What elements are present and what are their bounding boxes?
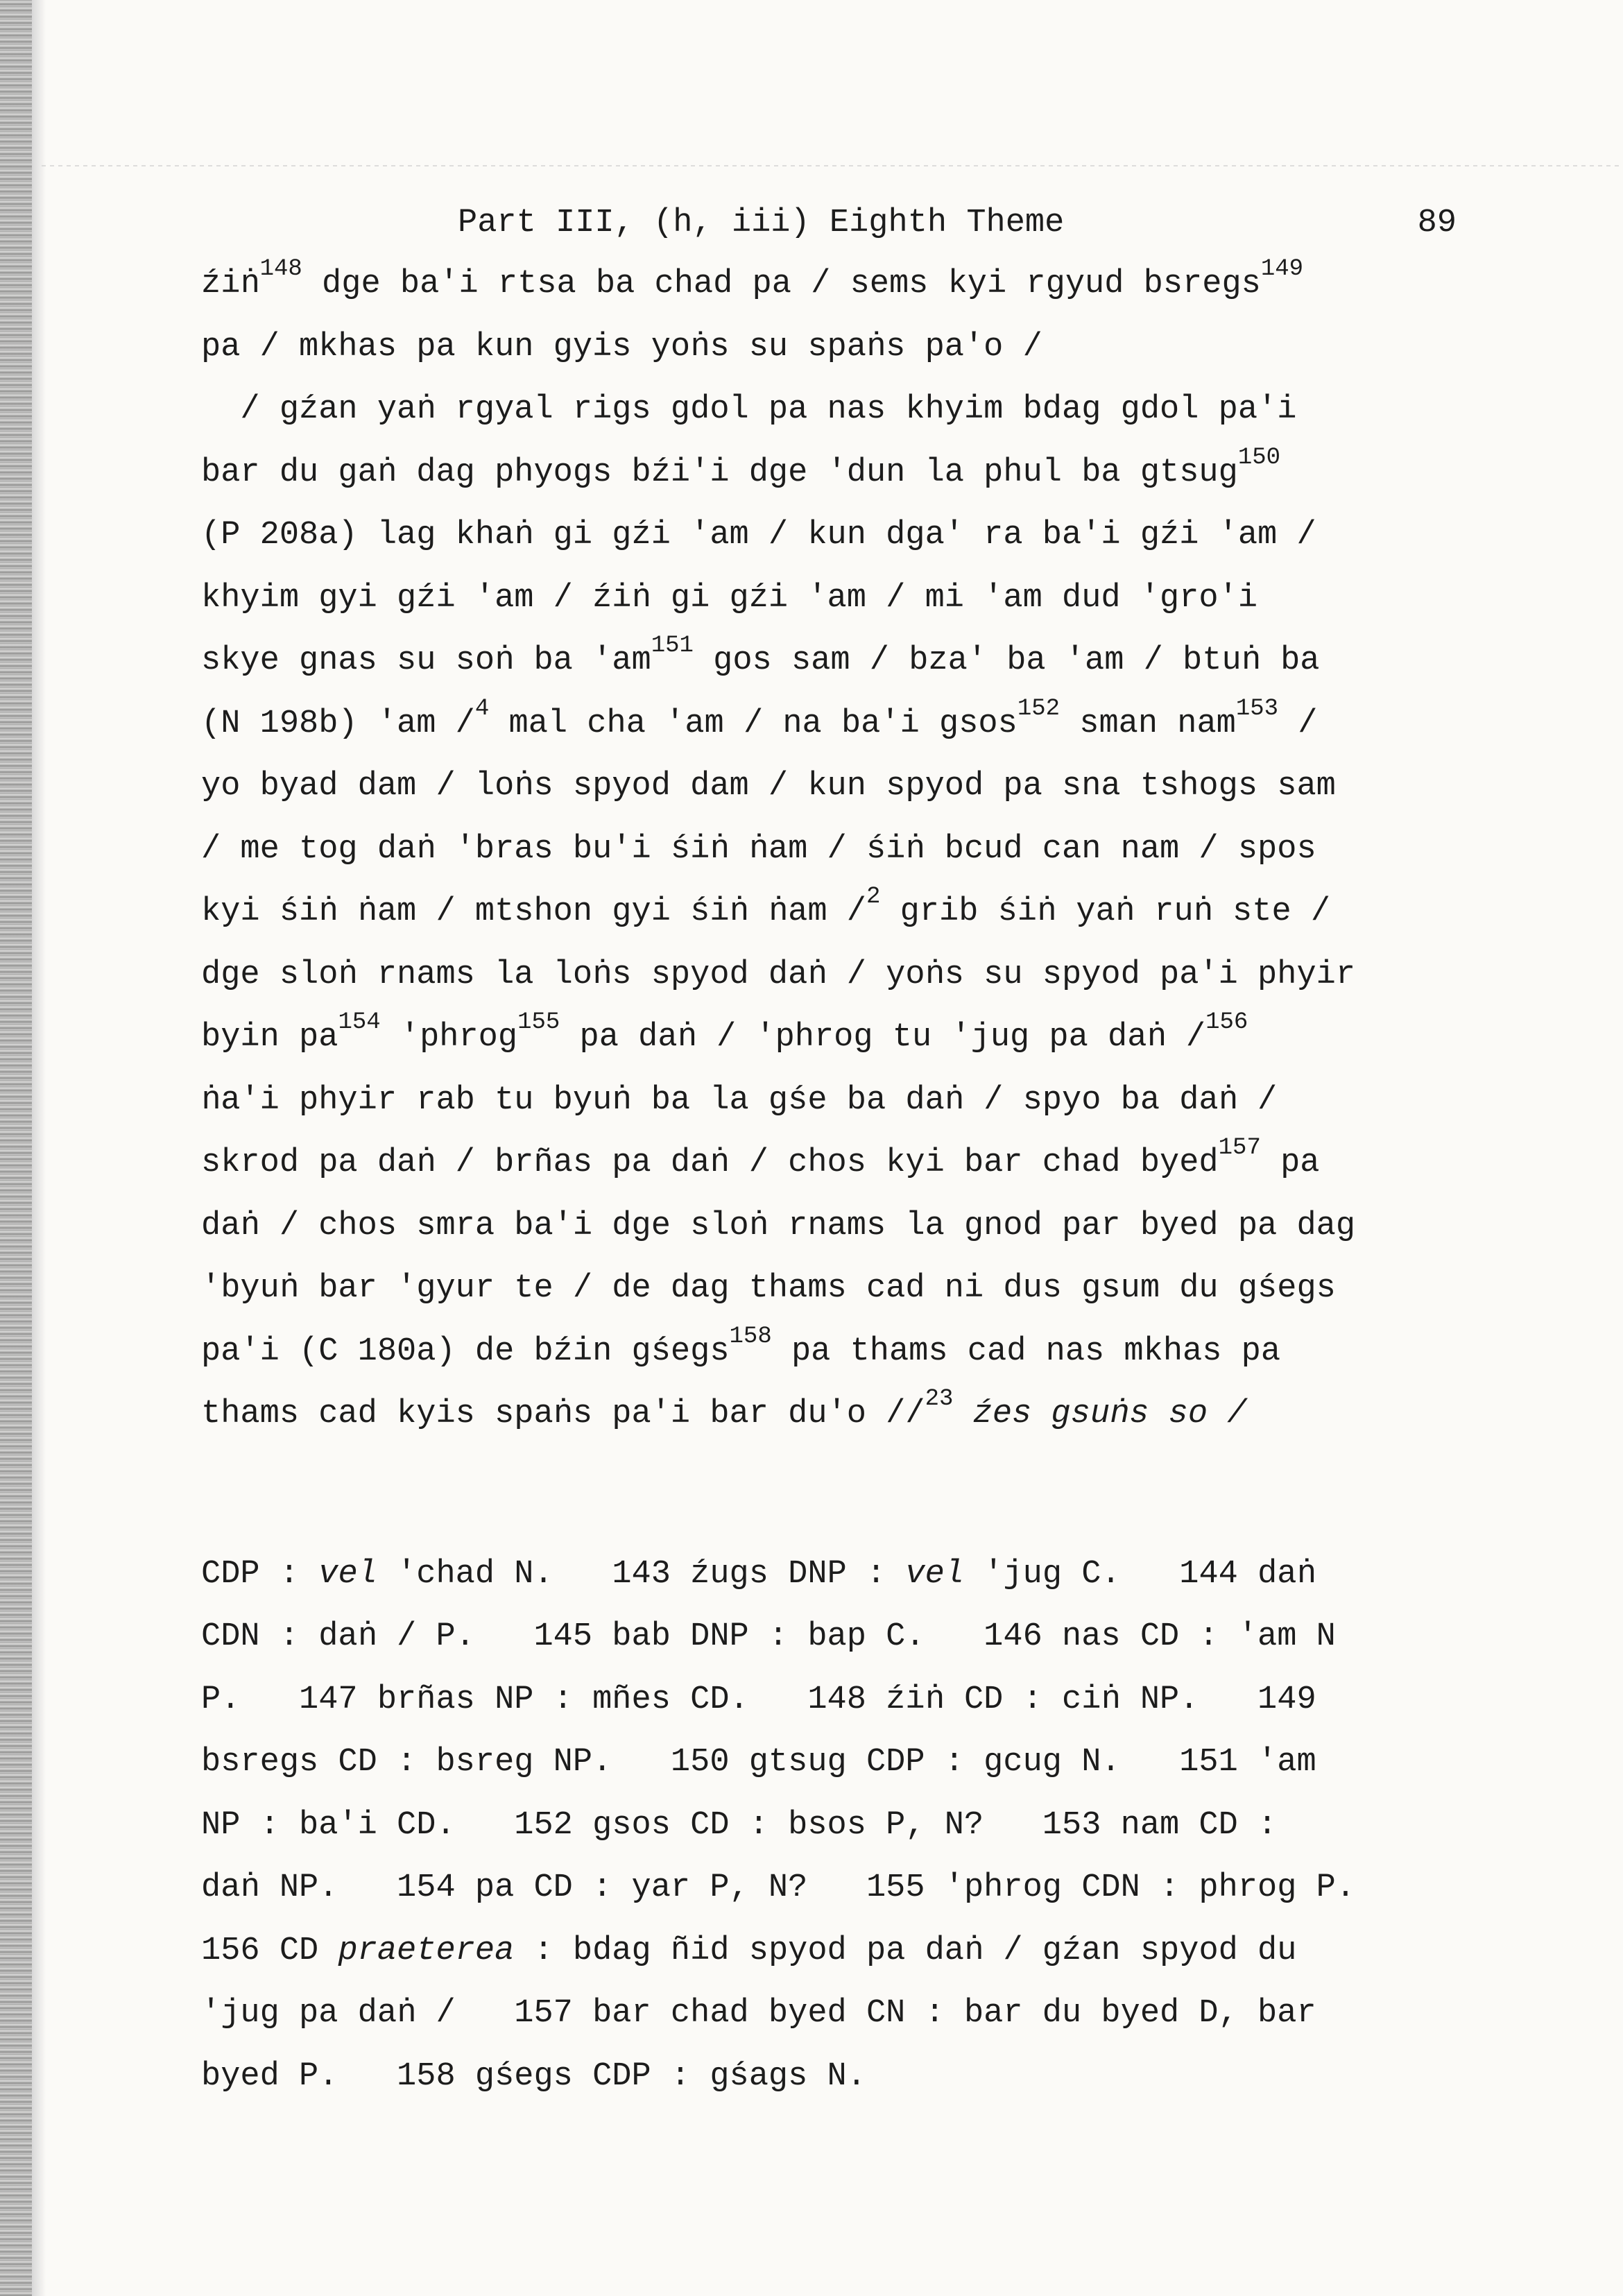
- text-span: byed P. 158 gśegs CDP : gśags N.: [201, 2057, 866, 2095]
- text-line-11: [201, 881, 1484, 944]
- text-line-8: [201, 693, 1484, 756]
- text-span: khyim gyi gźi 'am / źiṅ gi gźi 'am / mi 'am dud 'gro'i: [201, 579, 1258, 617]
- header-title: Part III, (h, iii) Eighth Theme: [458, 205, 1065, 241]
- text-line-1: [201, 253, 1484, 316]
- text-span: 'byuṅ bar 'gyur te / de dag thams cad ni dus gsum du gśegs: [201, 1270, 1336, 1307]
- text-span: CDP :: [201, 1555, 319, 1593]
- text-span: byin pa: [201, 1019, 338, 1056]
- note-line-9: [201, 2046, 1484, 2109]
- footnote-ref: 4: [474, 695, 490, 722]
- scan-edge: [0, 0, 32, 2296]
- footnote-ref: 153: [1235, 695, 1279, 722]
- text-line-19: [201, 1383, 1484, 1446]
- critical-apparatus: [201, 1543, 1484, 2109]
- scan-top-rule: [42, 165, 1623, 166]
- text-span: : bdag ñid spyod pa daṅ / gźan spyod du: [514, 1932, 1297, 1969]
- text-span: pa daṅ / 'phrog tu 'jug pa daṅ /: [560, 1019, 1206, 1056]
- text-line-7: [201, 630, 1484, 693]
- text-span: yo byad dam / loṅs spyod dam / kun spyod pa sna tshogs sam: [201, 768, 1336, 805]
- note-line-6: [201, 1857, 1484, 1920]
- note-line-3: [201, 1669, 1484, 1732]
- text-span: / me tog daṅ 'bras bu'i śiṅ ṅam / śiṅ bcud can nam / spos: [201, 830, 1316, 868]
- text-span: P. 147 brñas NP : mñes CD. 148 źiṅ CD : ciṅ NP. 149: [201, 1681, 1316, 1718]
- italic-span: źes gsuṅs so: [972, 1396, 1208, 1432]
- text-line-16: [201, 1195, 1484, 1258]
- note-line-8: [201, 1982, 1484, 2046]
- text-span: skye gnas su soṅ ba 'am: [201, 642, 651, 679]
- main-text: [201, 253, 1484, 1446]
- text-line-5: [201, 504, 1484, 567]
- text-span: gos sam / bza' ba 'am / btuṅ ba: [693, 642, 1320, 679]
- footnote-ref: 154: [338, 1009, 381, 1036]
- italic-span: vel: [905, 1555, 965, 1593]
- text-span: skrod pa daṅ / brñas pa daṅ / chos kyi bar chad byed: [201, 1145, 1219, 1181]
- note-line-1: [201, 1543, 1484, 1607]
- text-span: NP : ba'i CD. 152 gsos CD : bsos P, N? 153 nam CD :: [201, 1806, 1278, 1844]
- footnote-ref: 155: [517, 1009, 560, 1036]
- text-span: grib śiṅ yaṅ ruṅ ste /: [880, 893, 1331, 930]
- footnote-ref: 149: [1260, 256, 1304, 283]
- text-span: /: [1278, 705, 1318, 742]
- text-span: thams cad kyis spaṅs pa'i bar du'o //: [201, 1396, 925, 1432]
- text-line-9: [201, 755, 1484, 819]
- text-span: pa / mkhas pa kun gyis yoṅs su spaṅs pa'o /: [201, 328, 1042, 366]
- text-line-13: [201, 1006, 1484, 1070]
- text-span: daṅ NP. 154 pa CD : yar P, N? 155 'phrog CDN : phrog P.: [201, 1869, 1356, 1906]
- text-span: mal cha 'am / na ba'i gsos: [489, 705, 1017, 742]
- text-line-18: [201, 1321, 1484, 1384]
- footnote-ref: 148: [259, 256, 302, 283]
- note-line-7: [201, 1920, 1484, 1983]
- text-span: dge sloṅ rnams la loṅs spyod daṅ / yoṅs su spyod pa'i phyir: [201, 956, 1356, 993]
- note-line-4: [201, 1731, 1484, 1794]
- note-line-5: [201, 1794, 1484, 1858]
- text-span: 156 CD: [201, 1932, 338, 1969]
- text-line-10: [201, 819, 1484, 882]
- text-line-4: [201, 442, 1484, 505]
- text-span: dge ba'i rtsa ba chad pa / sems kyi rgyud bsregs: [302, 266, 1261, 302]
- text-line-2: [201, 316, 1484, 379]
- text-line-3: [201, 379, 1484, 442]
- running-header: [201, 198, 1484, 253]
- text-span: 'jug pa daṅ / 157 bar chad byed CN : bar du byed D, bar: [201, 1995, 1316, 2032]
- text-line-12: [201, 944, 1484, 1007]
- text-span: 'jug C. 144 daṅ: [964, 1555, 1316, 1593]
- scan-edge-shadow: [32, 0, 46, 2296]
- footnote-ref: 150: [1237, 444, 1281, 471]
- text-span: bar du gaṅ dag phyogs bźi'i dge 'dun la phul ba gtsug: [201, 454, 1238, 491]
- text-span: pa'i (C 180a) de bźin gśegs: [201, 1333, 730, 1370]
- footnote-ref: 23: [925, 1386, 954, 1413]
- text-line-6: [201, 567, 1484, 631]
- italic-span: vel: [318, 1555, 377, 1593]
- text-span: /: [1208, 1396, 1247, 1432]
- footnote-ref: 2: [866, 884, 881, 911]
- text-span: bsregs CD : bsreg NP. 150 gtsug CDP : gcug N. 151 'am: [201, 1744, 1316, 1781]
- text-span: (P 208a) lag khaṅ gi gźi 'am / kun dga' ra ba'i gźi 'am /: [201, 517, 1316, 554]
- text-span: CDN : daṅ / P. 145 bab DNP : bap C. 146 nas CD : 'am N: [201, 1618, 1336, 1655]
- footnote-ref: 156: [1205, 1009, 1248, 1036]
- text-span: pa: [1260, 1145, 1320, 1181]
- italic-span: praeterea: [338, 1932, 515, 1969]
- text-span: sman nam: [1060, 705, 1236, 742]
- text-span: 'chad N. 143 źugs DNP :: [377, 1555, 906, 1593]
- text-span: ṅa'i phyir rab tu byuṅ ba la gśe ba daṅ / spyo ba daṅ /: [201, 1081, 1278, 1119]
- page: [201, 198, 1484, 2108]
- text-span: daṅ / chos smra ba'i dge sloṅ rnams la gnod par byed pa dag: [201, 1207, 1356, 1244]
- text-span: źiṅ: [201, 266, 260, 302]
- footnote-ref: 152: [1017, 695, 1060, 722]
- footnote-ref: 157: [1218, 1135, 1261, 1162]
- note-line-2: [201, 1606, 1484, 1669]
- text-span: 'phrog: [380, 1019, 518, 1056]
- text-span: (N 198b) 'am /: [201, 705, 475, 742]
- text-line-15: [201, 1132, 1484, 1195]
- text-line-17: [201, 1258, 1484, 1321]
- footnote-ref: 158: [729, 1323, 772, 1350]
- footnote-ref: 151: [651, 633, 694, 660]
- text-span: / gźan yaṅ rgyal rigs gdol pa nas khyim bdag gdol pa'i: [201, 391, 1297, 428]
- text-line-14: [201, 1070, 1484, 1133]
- text-span: kyi śiṅ ṅam / mtshon gyi śiṅ ṅam /: [201, 893, 866, 930]
- text-span: [953, 1396, 972, 1432]
- text-span: pa thams cad nas mkhas pa: [771, 1333, 1281, 1370]
- page-number: 89: [1417, 205, 1457, 241]
